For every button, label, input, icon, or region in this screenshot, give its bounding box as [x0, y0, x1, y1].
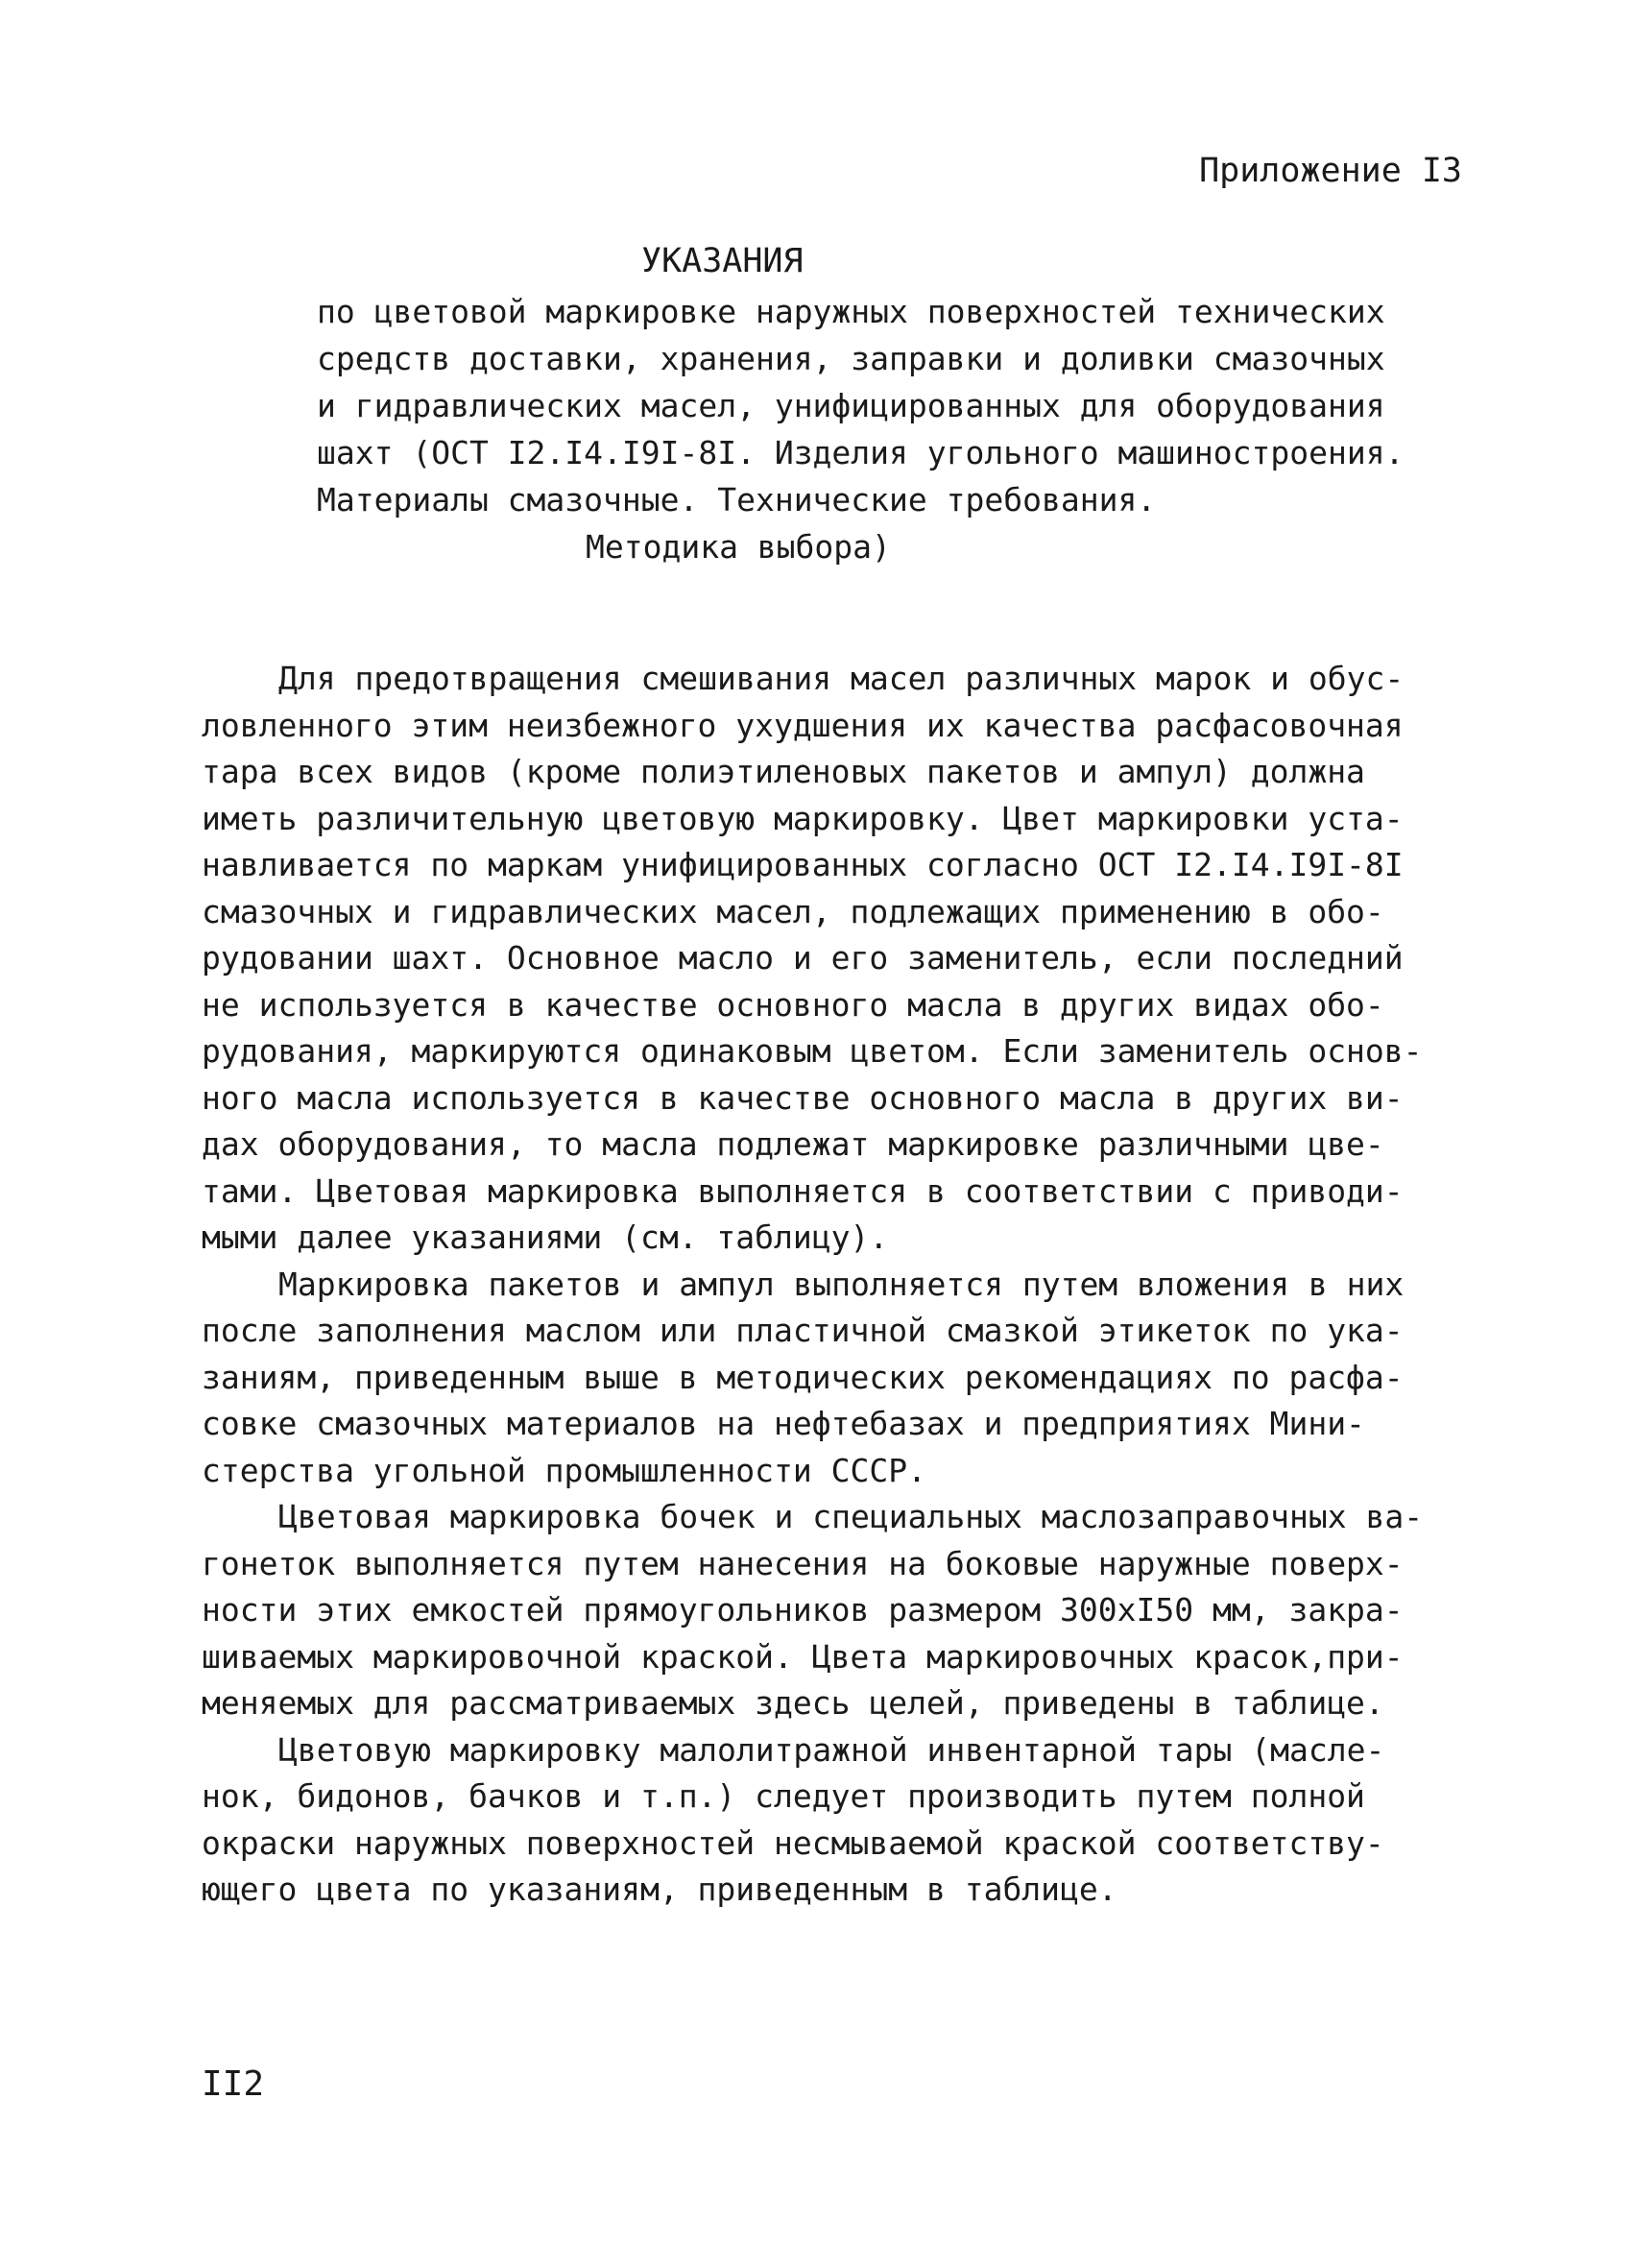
text-line: нок, бидонов, бачков и т.п.) следует производить путем полной — [202, 1777, 1365, 1815]
text-line: ного масла используется в качестве основного масла в других ви- — [202, 1078, 1404, 1117]
page-number: II2 — [202, 2064, 265, 2104]
text-line: окраски наружных поверхностей несмываемой краской соответству- — [202, 1823, 1384, 1862]
paragraph-3 — [202, 1494, 1450, 1727]
text-line: тами. Цветовая маркировка выполняется в соответствии с приводи- — [202, 1171, 1404, 1210]
document-title: УКАЗАНИЯ — [641, 242, 804, 280]
text-line: гонеток выполняется путем нанесения на боковые наружные поверх- — [202, 1544, 1404, 1582]
text-line: смазочных и гидравлических масел, подлежащих применению в обо- — [202, 892, 1384, 930]
subtitle-line: средств доставки, хранения, заправки и доливки смазочных — [317, 340, 1385, 377]
text-line: меняемых для рассматриваемых здесь целей, приведены в таблице. — [202, 1684, 1384, 1722]
subtitle-line: шахт (ОСТ I2.I4.I9I-8I. Изделия угольного машиностроения. — [317, 434, 1405, 471]
text-line: Цветовую маркировку малолитражной инвентарной тары (масле- — [278, 1730, 1385, 1769]
text-line: стерства угольной промышленности СССР. — [202, 1451, 926, 1489]
paragraph-1 — [202, 656, 1450, 1262]
paragraph-2 — [202, 1262, 1450, 1495]
text-line: навливается по маркам унифицированных согласно ОСТ I2.I4.I9I-8I — [202, 846, 1404, 883]
text-line: совке смазочных материалов на нефтебазах и предприятиях Мини- — [202, 1405, 1365, 1442]
text-line: ности этих емкостей прямоугольников размером 300хI50 мм, закра- — [202, 1591, 1404, 1629]
text-line: дах оборудования, то масла подлежат маркировке различными цве- — [202, 1125, 1384, 1163]
subtitle-line: по цветовой маркировке наружных поверхностей технических — [317, 293, 1385, 330]
paragraph-4 — [202, 1727, 1450, 1914]
text-line: рудования, маркируются одинаковым цветом. Если заменитель основ- — [202, 1032, 1423, 1070]
text-line: шиваемых маркировочной краской. Цвета маркировочных красок,при- — [202, 1637, 1404, 1676]
text-line: не используется в качестве основного масла в других видах обо- — [202, 985, 1384, 1024]
document-subtitle — [317, 288, 1450, 570]
text-line: иметь различительную цветовую маркировку. Цвет маркировки уста- — [202, 799, 1404, 837]
text-line: ловленного этим неизбежного ухудшения их качества расфасовочная — [202, 706, 1404, 744]
text-line: заниям, приведенным выше в методических рекомендациях по расфа- — [202, 1358, 1404, 1396]
text-line: тара всех видов (кроме полиэтиленовых пакетов и ампул) должна — [202, 753, 1365, 790]
text-line: рудовании шахт. Основное масло и его заменитель, если последний — [202, 939, 1404, 977]
text-line: ющего цвета по указаниям, приведенным в таблице. — [202, 1870, 1117, 1908]
subtitle-line: и гидравлических масел, унифицированных для оборудования — [317, 387, 1385, 424]
text-line: Маркировка пакетов и ампул выполняется путем вложения в них — [278, 1265, 1405, 1303]
body-text — [202, 656, 1450, 1914]
subtitle-line: Методика выбора) — [586, 528, 891, 566]
text-line: после заполнения маслом или пластичной смазкой этикеток по ука- — [202, 1312, 1404, 1349]
appendix-label: Приложение I3 — [1199, 152, 1462, 190]
text-line: Цветовая маркировка бочек и специальных маслозаправочных ва- — [278, 1498, 1424, 1535]
text-line: Для предотвращения смешивания масел различных марок и обус- — [278, 660, 1405, 697]
text-line: мыми далее указаниями (см. таблицу). — [202, 1218, 889, 1256]
subtitle-line: Материалы смазочные. Технические требования. — [317, 481, 1157, 519]
